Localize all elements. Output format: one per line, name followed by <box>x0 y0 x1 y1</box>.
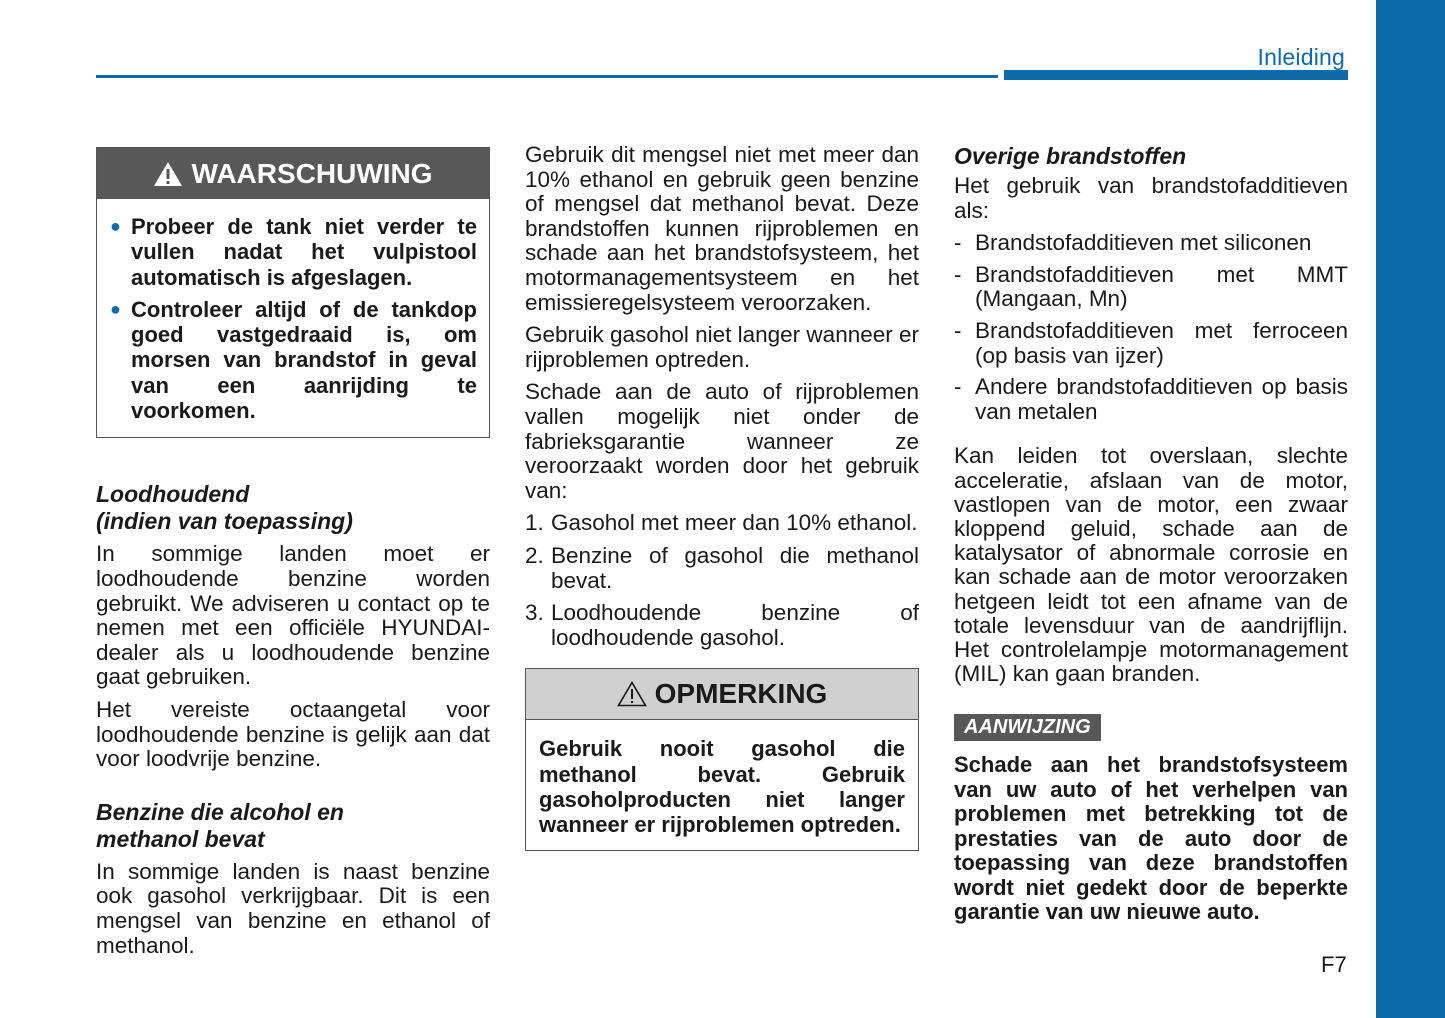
note-text: Gebruik nooit gasohol die methanol bevat. Gebruik gasoholproducten niet langer wanneer er rijproblemen optreden. <box>539 736 905 838</box>
dash-marker: - <box>954 317 962 343</box>
dash-list-item <box>954 231 1348 256</box>
header-rule-accent <box>1004 70 1348 80</box>
other-fuels-intro: Het gebruik van brandstofadditieven als: <box>954 173 1348 223</box>
leaded-paragraph: In sommige landen moet er loodhoudende benzine worden gebruikt. We adviseren u contact op te nemen met een officiële HYUNDAI-dealer als u loodhoudende benzine gaat gebruiken. <box>96 541 490 690</box>
other-fuels-heading: Overige brandstoffen <box>954 143 1187 169</box>
warning-item <box>109 214 477 290</box>
note-box <box>525 668 919 851</box>
dash-list-item <box>954 319 1348 368</box>
page-number: F7 <box>1321 952 1347 977</box>
bullet-icon: ● <box>110 216 121 236</box>
numbered-item <box>525 511 919 536</box>
numbered-item-number: 1. <box>525 510 544 536</box>
leaded-heading-line2: (indien van toepassing) <box>96 508 353 535</box>
notice-label: AANWIJZING <box>954 714 1101 741</box>
caution-triangle-icon <box>617 681 647 707</box>
dash-list-text: Brandstofadditieven met ferroceen (op basis van ijzer) <box>975 317 1348 368</box>
numbered-item <box>525 601 919 650</box>
dash-list-item <box>954 375 1348 424</box>
numbered-item-number: 3. <box>525 600 544 626</box>
middle-paragraph: Gebruik gasohol niet langer wanneer er rijproblemen optreden. <box>525 322 919 372</box>
numbered-item-text: Benzine of gasohol die methanol bevat. <box>551 542 919 593</box>
warning-title: WAARSCHUWING <box>191 157 433 189</box>
alcohol-paragraph: In sommige landen is naast benzine ook gasohol verkrijgbaar. Dit is een mengsel van benzine en ethanol of methanol. <box>96 858 490 958</box>
warning-triangle-icon <box>153 161 183 187</box>
leaded-paragraph: Het vereiste octaangetal voor loodhoudende benzine is gelijk aan dat voor loodvrije benzine. <box>96 696 490 772</box>
warning-body <box>97 199 489 437</box>
note-title: OPMERKING <box>654 678 828 710</box>
chapter-side-tab <box>1376 0 1445 1018</box>
warning-item <box>109 297 477 423</box>
dash-list-item <box>954 263 1348 312</box>
header-rule <box>96 75 998 78</box>
numbered-item-text: Loodhoudende benzine of loodhoudende gasohol. <box>551 600 919 650</box>
alcohol-heading-line2: methanol bevat <box>96 825 265 852</box>
middle-paragraph: Schade aan de auto of rijproblemen vallen mogelijk niet onder de fabrieksgarantie wanneer ze veroorzaakt worden door het gebruik van: <box>525 379 919 503</box>
leaded-heading <box>96 481 490 535</box>
dash-marker: - <box>954 374 962 400</box>
right-column <box>954 143 1348 925</box>
dash-list-text: Brandstofadditieven met siliconen <box>975 230 1312 256</box>
middle-column <box>525 143 919 851</box>
dash-marker: - <box>954 261 962 287</box>
warning-box <box>96 147 490 438</box>
bullet-icon: ● <box>110 298 121 319</box>
leaded-heading-line1: Loodhoudend <box>96 481 250 508</box>
alcohol-heading-line1: Benzine die alcohol en <box>96 798 344 825</box>
warning-item-text: Controleer altijd of de tankdop goed vastgedraaid is, om morsen van brandstof in geval van een aanrijding te voorkomen. <box>131 296 477 424</box>
left-column <box>96 147 490 966</box>
warning-item-text: Probeer de tank niet verder te vullen nadat het vulpistool automatisch is afgeslagen. <box>131 214 477 290</box>
other-fuels-consequence: Kan leiden tot overslaan, slechte acceleratie, afslaan van de motor, vastlopen van de motor, een zwaar kloppend geluid, schade aan de katalysator of abnormale corrosie en kan schade aan de motor veroorzaken hetgeen leidt tot een afname van de totale levensduur van de aandrijflijn. Het controlelampje motormanagement (MIL) kan gaan branden. <box>954 443 1348 687</box>
dash-list-text: Brandstofadditieven met MMT (Mangaan, Mn) <box>975 261 1348 312</box>
warning-header <box>97 148 489 199</box>
section-title: Inleiding <box>1257 44 1345 70</box>
alcohol-heading <box>96 799 490 853</box>
numbered-item <box>525 544 919 593</box>
numbered-item-text: Gasohol met meer dan 10% ethanol. <box>551 510 918 536</box>
dash-list-text: Andere brandstofadditieven op basis van metalen <box>975 374 1348 424</box>
notice-text: Schade aan het brandstofsysteem van uw auto of het verhelpen van problemen met betrekking tot de prestaties van de auto door de toepassing van deze brandstoffen wordt niet gedekt door de beperkte garantie van uw nieuwe auto. <box>954 752 1348 925</box>
note-header <box>526 669 918 720</box>
dash-marker: - <box>954 230 962 256</box>
middle-paragraph: Gebruik dit mengsel niet met meer dan 10% ethanol en gebruik geen benzine of mengsel dat methanol bevat. Deze brandstoffen kunnen rijproblemen en schade aan het brandstofsysteem, het motormanagementsysteem en het emissieregelsysteem veroorzaken. <box>525 142 919 315</box>
numbered-item-number: 2. <box>525 542 544 568</box>
